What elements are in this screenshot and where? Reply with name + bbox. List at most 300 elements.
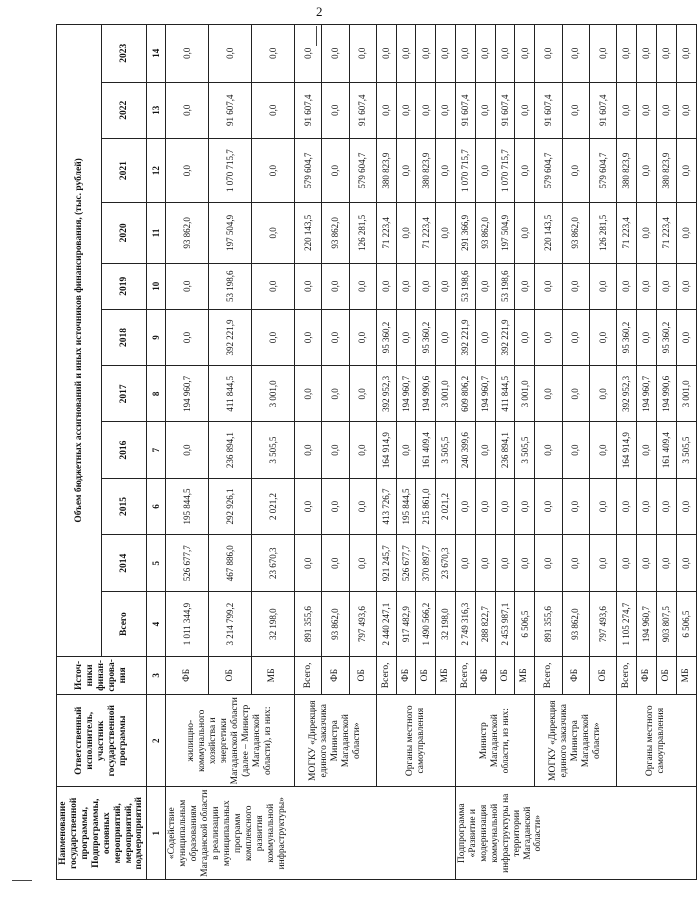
amount-cell: 32 198,0 xyxy=(252,592,295,656)
amount-cell: 93 862,0 xyxy=(562,592,589,656)
amount-cell: 0,0 xyxy=(252,309,295,365)
amount-cell: 917 482,9 xyxy=(396,592,416,656)
amount-cell: 161 409,4 xyxy=(416,422,436,478)
amount-cell: 0,0 xyxy=(515,25,535,83)
amount-cell: 91 607,4 xyxy=(495,82,515,138)
header-total: Всего xyxy=(102,592,147,656)
amount-cell: 23 670,3 xyxy=(436,535,456,592)
amount-cell: 0,0 xyxy=(349,309,376,365)
amount-cell: 392 221,9 xyxy=(209,309,252,365)
amount-cell: 93 862,0 xyxy=(562,203,589,263)
column-index-cell: 11 xyxy=(147,203,166,263)
amount-cell: 0,0 xyxy=(636,203,656,263)
amount-cell: 6 506,5 xyxy=(676,592,696,656)
amount-cell: 0,0 xyxy=(562,82,589,138)
amount-cell: 3 505,5 xyxy=(676,422,696,478)
column-index-cell: 6 xyxy=(147,478,166,534)
amount-cell: 0,0 xyxy=(676,309,696,365)
amount-cell: 0,0 xyxy=(515,309,535,365)
amount-cell: 0,0 xyxy=(676,203,696,263)
amount-cell: 0,0 xyxy=(617,82,637,138)
header-volume: Объем бюджетных ассигнований и иных источников финансирования, (тыс. рублей) xyxy=(57,25,102,657)
amount-cell: 53 198,6 xyxy=(209,263,252,309)
amount-cell: 0,0 xyxy=(535,263,562,309)
amount-cell: 392 952,3 xyxy=(617,366,637,422)
amount-cell: 95 360,2 xyxy=(376,309,396,365)
amount-cell: 0,0 xyxy=(475,263,495,309)
amount-cell: 91 607,4 xyxy=(456,82,476,138)
amount-cell: 0,0 xyxy=(676,82,696,138)
amount-cell: 0,0 xyxy=(515,535,535,592)
amount-cell: 3 001,0 xyxy=(252,366,295,422)
amount-cell: 0,0 xyxy=(252,138,295,202)
amount-cell: 0,0 xyxy=(535,309,562,365)
amount-cell: 194 990,6 xyxy=(416,366,436,422)
header-year: 2022 xyxy=(102,82,147,138)
amount-cell: 0,0 xyxy=(396,25,416,83)
amount-cell: 0,0 xyxy=(166,138,209,202)
amount-cell: 240 399,6 xyxy=(456,422,476,478)
amount-cell: 392 221,9 xyxy=(495,309,515,365)
amount-cell: 797 493,6 xyxy=(349,592,376,656)
amount-cell: 0,0 xyxy=(636,138,656,202)
amount-cell: 0,0 xyxy=(617,263,637,309)
amount-cell: 3 214 799,2 xyxy=(209,592,252,656)
amount-cell: 71 223,4 xyxy=(656,203,676,263)
amount-cell: 0,0 xyxy=(589,535,616,592)
amount-cell: 2 021,2 xyxy=(436,478,456,534)
amount-cell: 0,0 xyxy=(676,263,696,309)
amount-cell: 0,0 xyxy=(535,366,562,422)
amount-cell: 2 453 987,1 xyxy=(495,592,515,656)
amount-cell: 526 677,7 xyxy=(396,535,416,592)
amount-cell: 392 221,9 xyxy=(456,309,476,365)
amount-cell: 164 914,9 xyxy=(617,422,637,478)
funding-source-cell: ОБ xyxy=(349,656,376,694)
amount-cell: 0,0 xyxy=(322,366,349,422)
amount-cell: 3 505,5 xyxy=(436,422,456,478)
column-index-cell: 9 xyxy=(147,309,166,365)
amount-cell: 0,0 xyxy=(456,478,476,534)
amount-cell: 0,0 xyxy=(166,309,209,365)
amount-cell: 0,0 xyxy=(396,138,416,202)
header-year: 2014 xyxy=(102,535,147,592)
amount-cell: 0,0 xyxy=(322,25,349,83)
amount-cell: 0,0 xyxy=(515,263,535,309)
amount-cell: 0,0 xyxy=(656,535,676,592)
header-year: 2023 xyxy=(102,25,147,83)
amount-cell: 0,0 xyxy=(436,138,456,202)
amount-cell: 0,0 xyxy=(636,82,656,138)
amount-cell: 0,0 xyxy=(396,82,416,138)
amount-cell: 1 070 715,7 xyxy=(456,138,476,202)
amount-cell: 0,0 xyxy=(436,309,456,365)
amount-cell: 0,0 xyxy=(562,25,589,83)
table-row xyxy=(166,25,209,880)
funding-source-cell: МБ xyxy=(436,656,456,694)
amount-cell: 0,0 xyxy=(436,25,456,83)
funding-source-cell: Всего, xyxy=(376,656,396,694)
footer-divider xyxy=(12,880,32,881)
amount-cell: 236 894,1 xyxy=(209,422,252,478)
header-executor: Ответственный исполнитель, участник государственной программы xyxy=(57,694,147,787)
amount-cell: 91 607,4 xyxy=(349,82,376,138)
amount-cell: 0,0 xyxy=(562,309,589,365)
funding-source-cell: ФБ xyxy=(322,656,349,694)
amount-cell: 579 604,7 xyxy=(535,138,562,202)
amount-cell: 797 493,6 xyxy=(589,592,616,656)
amount-cell: 95 360,2 xyxy=(656,309,676,365)
amount-cell: 3 505,5 xyxy=(515,422,535,478)
funding-source-cell: ФБ xyxy=(396,656,416,694)
amount-cell: 370 897,7 xyxy=(416,535,436,592)
amount-cell: 3 505,5 xyxy=(252,422,295,478)
amount-cell: 0,0 xyxy=(475,82,495,138)
amount-cell: 0,0 xyxy=(656,478,676,534)
page-number: 2 xyxy=(316,4,323,19)
amount-cell: 161 409,4 xyxy=(656,422,676,478)
amount-cell: 91 607,4 xyxy=(535,82,562,138)
funding-source-cell: ОБ xyxy=(589,656,616,694)
amount-cell: 0,0 xyxy=(515,203,535,263)
executor-cell: МОГКУ «Дирекция единого заказчика Министра Магаданской области» xyxy=(535,694,617,787)
amount-cell: 0,0 xyxy=(294,25,321,83)
amount-cell: 0,0 xyxy=(322,138,349,202)
funding-source-cell: ОБ xyxy=(656,656,676,694)
amount-cell: 0,0 xyxy=(656,263,676,309)
amount-cell: 0,0 xyxy=(656,82,676,138)
amount-cell: 0,0 xyxy=(676,25,696,83)
amount-cell: 91 607,4 xyxy=(209,82,252,138)
amount-cell: 53 198,6 xyxy=(495,263,515,309)
funding-source-cell: ФБ xyxy=(636,656,656,694)
amount-cell: 0,0 xyxy=(589,366,616,422)
amount-cell: 194 990,6 xyxy=(656,366,676,422)
table-body xyxy=(147,25,696,880)
executor-cell: Органы местного самоуправления xyxy=(617,694,696,787)
amount-cell: 0,0 xyxy=(562,366,589,422)
amount-cell: 0,0 xyxy=(416,263,436,309)
column-index-cell: 10 xyxy=(147,263,166,309)
amount-cell: 411 844,5 xyxy=(495,366,515,422)
amount-cell: 0,0 xyxy=(676,138,696,202)
financing-table xyxy=(56,24,697,880)
column-index-cell: 7 xyxy=(147,422,166,478)
amount-cell: 609 806,2 xyxy=(456,366,476,422)
amount-cell: 53 198,6 xyxy=(456,263,476,309)
amount-cell: 0,0 xyxy=(535,422,562,478)
amount-cell: 2 021,2 xyxy=(252,478,295,534)
header-name: Наименование государственной программы, Подпрограммы, основных мероприятий, мероприятий, подмероприятий xyxy=(57,787,147,880)
header-source: Источ-ники финан-сирова-ния xyxy=(57,656,147,694)
funding-source-cell: ОБ xyxy=(416,656,436,694)
executor-cell: МОГКУ «Дирекция единого заказчика Министра Магаданской области» xyxy=(294,694,376,787)
amount-cell: 71 223,4 xyxy=(416,203,436,263)
amount-cell: 292 926,1 xyxy=(209,478,252,534)
amount-cell: 0,0 xyxy=(209,25,252,83)
amount-cell: 3 001,0 xyxy=(676,366,696,422)
amount-cell: 0,0 xyxy=(322,263,349,309)
amount-cell: 0,0 xyxy=(396,422,416,478)
program-name-cell: «Содействие муниципальным образованиям Магаданской области в реализации муниципальных программ комплексного развития коммунальной инфраструктуры» xyxy=(166,787,456,880)
amount-cell: 380 823,9 xyxy=(376,138,396,202)
amount-cell: 0,0 xyxy=(589,263,616,309)
amount-cell: 467 886,0 xyxy=(209,535,252,592)
amount-cell: 95 360,2 xyxy=(416,309,436,365)
amount-cell: 71 223,4 xyxy=(376,203,396,263)
amount-cell: 0,0 xyxy=(166,25,209,83)
amount-cell: 0,0 xyxy=(166,422,209,478)
amount-cell: 0,0 xyxy=(636,25,656,83)
amount-cell: 0,0 xyxy=(562,422,589,478)
amount-cell: 0,0 xyxy=(294,422,321,478)
funding-source-cell: ОБ xyxy=(495,656,515,694)
amount-cell: 3 001,0 xyxy=(515,366,535,422)
amount-cell: 0,0 xyxy=(396,263,416,309)
amount-cell: 0,0 xyxy=(562,263,589,309)
amount-cell: 195 844,5 xyxy=(166,478,209,534)
amount-cell: 1 011 344,9 xyxy=(166,592,209,656)
amount-cell: 1 105 274,7 xyxy=(617,592,637,656)
amount-cell: 195 844,5 xyxy=(396,478,416,534)
column-index-cell: 3 xyxy=(147,656,166,694)
amount-cell: 0,0 xyxy=(294,535,321,592)
header-year: 2016 xyxy=(102,422,147,478)
amount-cell: 93 862,0 xyxy=(475,203,495,263)
amount-cell: 220 143,5 xyxy=(535,203,562,263)
amount-cell: 0,0 xyxy=(349,366,376,422)
amount-cell: 194 960,7 xyxy=(396,366,416,422)
amount-cell: 194 960,7 xyxy=(166,366,209,422)
amount-cell: 0,0 xyxy=(515,82,535,138)
amount-cell: 0,0 xyxy=(294,263,321,309)
column-index-cell: 13 xyxy=(147,82,166,138)
amount-cell: 0,0 xyxy=(456,535,476,592)
executor-cell: жилищно-коммунального хозяйства и энергетики Магаданской области (далее – Министр Магаданской области), из них: xyxy=(166,694,295,787)
amount-cell: 0,0 xyxy=(322,309,349,365)
funding-source-cell: Всего, xyxy=(456,656,476,694)
amount-cell: 0,0 xyxy=(589,478,616,534)
amount-cell: 411 844,5 xyxy=(209,366,252,422)
amount-cell: 0,0 xyxy=(475,535,495,592)
amount-cell: 0,0 xyxy=(252,25,295,83)
amount-cell: 380 823,9 xyxy=(656,138,676,202)
amount-cell: 0,0 xyxy=(495,25,515,83)
amount-cell: 0,0 xyxy=(376,82,396,138)
funding-source-cell: Всего, xyxy=(294,656,321,694)
table-row xyxy=(456,25,476,880)
table-row xyxy=(535,25,562,880)
amount-cell: 0,0 xyxy=(562,138,589,202)
amount-cell: 579 604,7 xyxy=(349,138,376,202)
amount-cell: 0,0 xyxy=(322,478,349,534)
amount-cell: 891 355,6 xyxy=(535,592,562,656)
table-row xyxy=(294,25,321,880)
amount-cell: 0,0 xyxy=(676,478,696,534)
header-year: 2018 xyxy=(102,309,147,365)
amount-cell: 0,0 xyxy=(535,25,562,83)
amount-cell: 0,0 xyxy=(562,535,589,592)
amount-cell: 0,0 xyxy=(495,535,515,592)
amount-cell: 194 960,7 xyxy=(475,366,495,422)
amount-cell: 380 823,9 xyxy=(416,138,436,202)
amount-cell: 0,0 xyxy=(436,263,456,309)
amount-cell: 0,0 xyxy=(515,478,535,534)
amount-cell: 0,0 xyxy=(617,535,637,592)
header-year: 2020 xyxy=(102,203,147,263)
amount-cell: 0,0 xyxy=(636,478,656,534)
table-row xyxy=(617,25,637,880)
amount-cell: 23 670,3 xyxy=(252,535,295,592)
amount-cell: 0,0 xyxy=(322,535,349,592)
column-index-cell: 14 xyxy=(147,25,166,83)
header-year: 2017 xyxy=(102,366,147,422)
funding-source-cell: ФБ xyxy=(475,656,495,694)
amount-cell: 0,0 xyxy=(294,309,321,365)
amount-cell: 0,0 xyxy=(294,478,321,534)
amount-cell: 2 440 247,1 xyxy=(376,592,396,656)
amount-cell: 0,0 xyxy=(589,25,616,83)
amount-cell: 32 198,0 xyxy=(436,592,456,656)
amount-cell: 0,0 xyxy=(636,309,656,365)
column-index-cell: 4 xyxy=(147,592,166,656)
table-header xyxy=(57,25,147,880)
amount-cell: 0,0 xyxy=(475,25,495,83)
amount-cell: 6 506,5 xyxy=(515,592,535,656)
amount-cell: 126 281,5 xyxy=(589,203,616,263)
amount-cell: 126 281,5 xyxy=(349,203,376,263)
amount-cell: 413 726,7 xyxy=(376,478,396,534)
amount-cell: 579 604,7 xyxy=(294,138,321,202)
amount-cell: 0,0 xyxy=(636,263,656,309)
amount-cell: 291 366,9 xyxy=(456,203,476,263)
header-year: 2021 xyxy=(102,138,147,202)
header-year: 2019 xyxy=(102,263,147,309)
funding-source-cell: ФБ xyxy=(562,656,589,694)
amount-cell: 215 861,0 xyxy=(416,478,436,534)
amount-cell: 0,0 xyxy=(495,478,515,534)
amount-cell: 579 604,7 xyxy=(589,138,616,202)
amount-cell: 93 862,0 xyxy=(322,203,349,263)
amount-cell: 91 607,4 xyxy=(589,82,616,138)
funding-source-cell: ФБ xyxy=(166,656,209,694)
amount-cell: 0,0 xyxy=(252,203,295,263)
amount-cell: 0,0 xyxy=(349,535,376,592)
amount-cell: 0,0 xyxy=(252,263,295,309)
column-index-cell: 1 xyxy=(147,787,166,880)
table-row xyxy=(376,25,396,880)
column-index-cell: 2 xyxy=(147,694,166,787)
amount-cell: 0,0 xyxy=(396,203,416,263)
amount-cell: 194 960,7 xyxy=(636,592,656,656)
amount-cell: 288 822,7 xyxy=(475,592,495,656)
amount-cell: 71 223,4 xyxy=(617,203,637,263)
amount-cell: 0,0 xyxy=(166,82,209,138)
amount-cell: 0,0 xyxy=(322,82,349,138)
amount-cell: 93 862,0 xyxy=(322,592,349,656)
funding-source-cell: ОБ xyxy=(209,656,252,694)
funding-source-cell: МБ xyxy=(676,656,696,694)
amount-cell: 0,0 xyxy=(636,535,656,592)
funding-source-cell: Всего, xyxy=(535,656,562,694)
executor-cell: Органы местного самоуправления xyxy=(376,694,455,787)
amount-cell: 0,0 xyxy=(535,478,562,534)
amount-cell: 0,0 xyxy=(416,25,436,83)
program-name-cell: Подпрограмма «Развитие и модернизация коммунальной инфраструктуры на территории Магаданской области» xyxy=(456,787,697,880)
amount-cell: 91 607,4 xyxy=(294,82,321,138)
amount-cell: 0,0 xyxy=(617,478,637,534)
amount-cell: 1 490 566,2 xyxy=(416,592,436,656)
amount-cell: 0,0 xyxy=(617,25,637,83)
funding-source-cell: МБ xyxy=(515,656,535,694)
amount-cell: 0,0 xyxy=(166,263,209,309)
amount-cell: 0,0 xyxy=(562,478,589,534)
amount-cell: 0,0 xyxy=(416,82,436,138)
column-index-row xyxy=(147,25,166,880)
amount-cell: 0,0 xyxy=(456,25,476,83)
amount-cell: 0,0 xyxy=(589,422,616,478)
header-year: 2015 xyxy=(102,478,147,534)
amount-cell: 0,0 xyxy=(349,263,376,309)
amount-cell: 0,0 xyxy=(376,25,396,83)
amount-cell: 0,0 xyxy=(475,422,495,478)
amount-cell: 0,0 xyxy=(656,25,676,83)
amount-cell: 0,0 xyxy=(349,478,376,534)
amount-cell: 392 952,3 xyxy=(376,366,396,422)
amount-cell: 891 355,6 xyxy=(294,592,321,656)
amount-cell: 0,0 xyxy=(475,478,495,534)
amount-cell: 0,0 xyxy=(475,138,495,202)
funding-source-cell: МБ xyxy=(252,656,295,694)
amount-cell: 0,0 xyxy=(535,535,562,592)
amount-cell: 526 677,7 xyxy=(166,535,209,592)
amount-cell: 0,0 xyxy=(376,263,396,309)
amount-cell: 0,0 xyxy=(349,422,376,478)
executor-cell: Министр Магаданской области, из них: xyxy=(456,694,535,787)
amount-cell: 0,0 xyxy=(636,422,656,478)
amount-cell: 197 504,9 xyxy=(495,203,515,263)
amount-cell: 93 862,0 xyxy=(166,203,209,263)
amount-cell: 0,0 xyxy=(252,82,295,138)
amount-cell: 903 807,5 xyxy=(656,592,676,656)
amount-cell: 0,0 xyxy=(475,309,495,365)
amount-cell: 95 360,2 xyxy=(617,309,637,365)
amount-cell: 194 960,7 xyxy=(636,366,656,422)
amount-cell: 1 070 715,7 xyxy=(209,138,252,202)
amount-cell: 0,0 xyxy=(294,366,321,422)
amount-cell: 0,0 xyxy=(349,25,376,83)
amount-cell: 0,0 xyxy=(396,309,416,365)
amount-cell: 2 749 316,3 xyxy=(456,592,476,656)
amount-cell: 236 894,1 xyxy=(495,422,515,478)
amount-cell: 0,0 xyxy=(676,535,696,592)
amount-cell: 197 504,9 xyxy=(209,203,252,263)
amount-cell: 380 823,9 xyxy=(617,138,637,202)
amount-cell: 1 070 715,7 xyxy=(495,138,515,202)
column-index-cell: 8 xyxy=(147,366,166,422)
amount-cell: 0,0 xyxy=(322,422,349,478)
amount-cell: 0,0 xyxy=(589,309,616,365)
column-index-cell: 5 xyxy=(147,535,166,592)
amount-cell: 3 001,0 xyxy=(436,366,456,422)
amount-cell: 0,0 xyxy=(436,82,456,138)
column-index-cell: 12 xyxy=(147,138,166,202)
amount-cell: 0,0 xyxy=(515,138,535,202)
amount-cell: 220 143,5 xyxy=(294,203,321,263)
funding-source-cell: Всего, xyxy=(617,656,637,694)
amount-cell: 164 914,9 xyxy=(376,422,396,478)
amount-cell: 921 245,7 xyxy=(376,535,396,592)
